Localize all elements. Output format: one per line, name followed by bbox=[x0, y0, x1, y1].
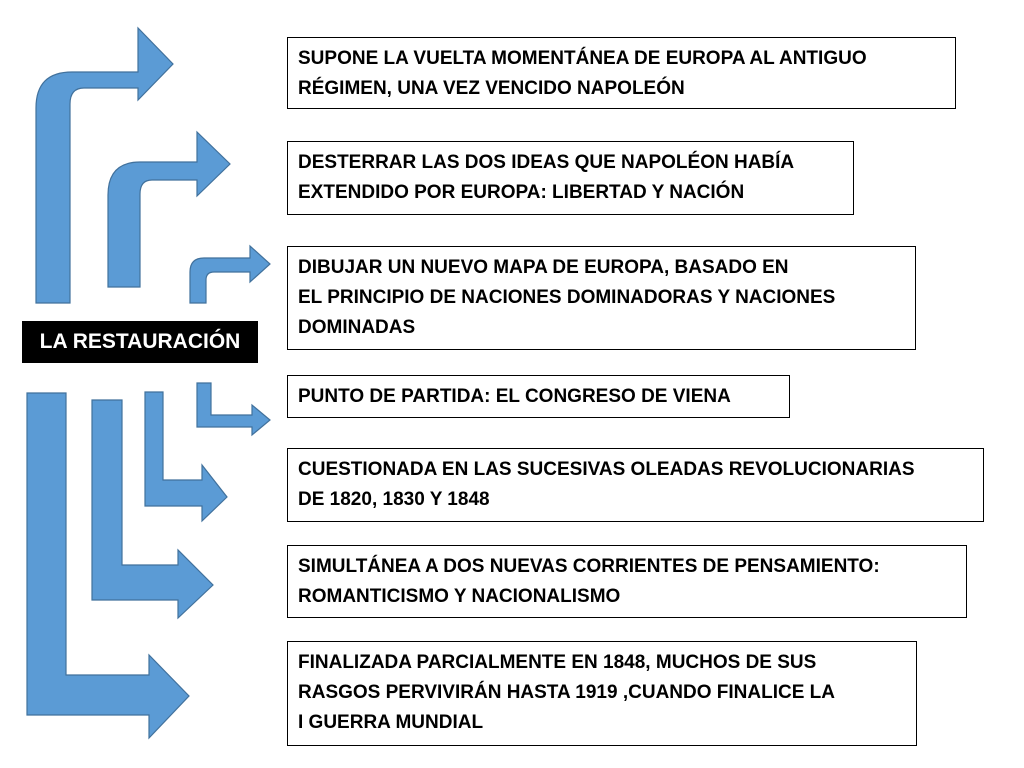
concept-box-7: FINALIZADA PARCIALMENTE EN 1848, MUCHOS DE SUS RASGOS PERVIVIRÁN HASTA 1919 ,CUANDO FINALICE LA I GUERRA MUNDIAL bbox=[287, 641, 917, 746]
title-label: LA RESTAURACIÓN bbox=[22, 321, 258, 363]
concept-box-4: PUNTO DE PARTIDA: EL CONGRESO DE VIENA bbox=[287, 375, 790, 418]
concept-box-5: CUESTIONADA EN LAS SUCESIVAS OLEADAS REVOLUCIONARIAS DE 1820, 1830 Y 1848 bbox=[287, 448, 984, 522]
bent-arrow-down-2 bbox=[145, 392, 227, 521]
bent-arrow-down-1 bbox=[197, 383, 270, 435]
concept-box-3: DIBUJAR UN NUEVO MAPA DE EUROPA, BASADO EN EL PRINCIPIO DE NACIONES DOMINADORAS Y NACIONES DOMINADAS bbox=[287, 246, 916, 350]
concept-box-1: SUPONE LA VUELTA MOMENTÁNEA DE EUROPA AL ANTIGUO RÉGIMEN, UNA VEZ VENCIDO NAPOLEÓN bbox=[287, 37, 956, 109]
bent-arrow-up-3 bbox=[190, 246, 270, 303]
concept-box-6: SIMULTÁNEA A DOS NUEVAS CORRIENTES DE PENSAMIENTO: ROMANTICISMO Y NACIONALISMO bbox=[287, 545, 967, 618]
concept-box-2: DESTERRAR LAS DOS IDEAS QUE NAPOLÉON HABÍA EXTENDIDO POR EUROPA: LIBERTAD Y NACIÓN bbox=[287, 141, 854, 215]
